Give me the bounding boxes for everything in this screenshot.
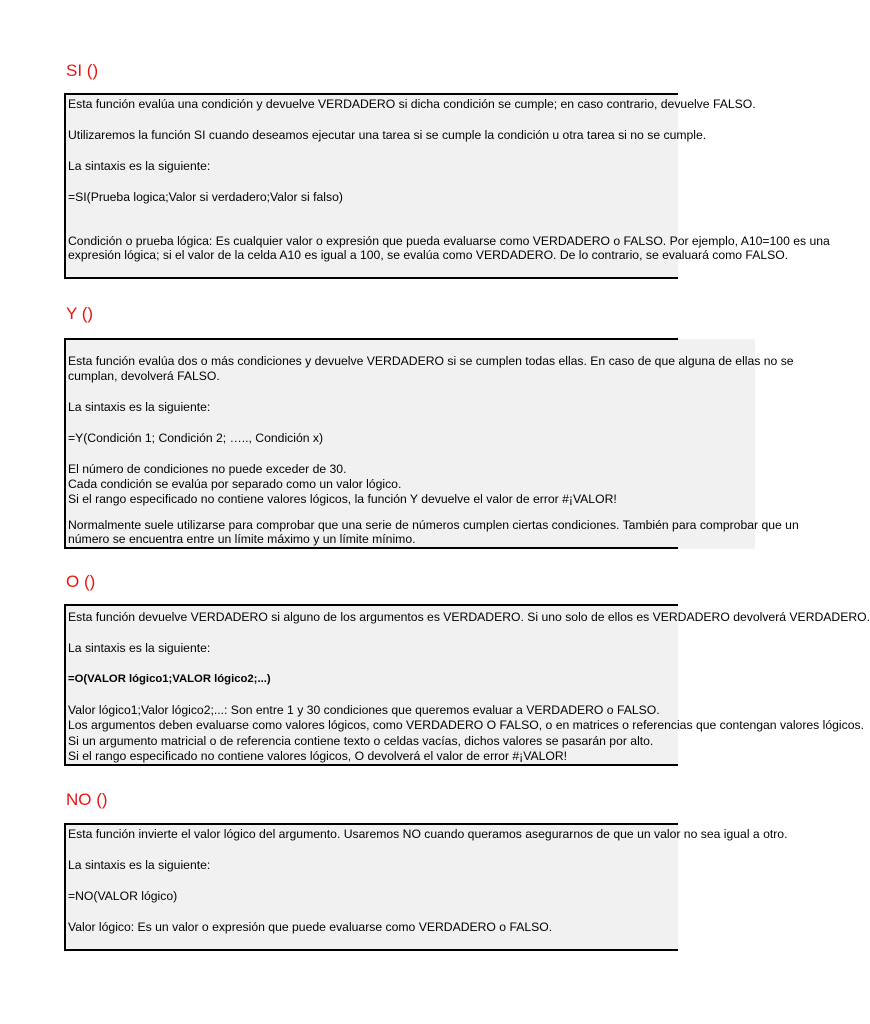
text-line: La sintaxis es la siguiente: [68,641,211,655]
text-line: La sintaxis es la siguiente: [68,400,211,414]
text-line: cumplan, devolverá FALSO. [68,369,220,383]
section-box-no [64,823,788,951]
formula-line: =SI(Prueba logica;Valor si verdadero;Valor si falso) [68,190,343,204]
text-line: La sintaxis es la siguiente: [68,858,211,872]
text-line: Esta función devuelve VERDADERO si alguno de los argumentos es VERDADERO. Si uno solo de ellos es VERDADERO devolverá VERDADERO. [68,610,870,624]
text-line: Si un argumento matricial o de referencia contiene texto o celdas vacías, dichos valores se pasarán por alto. [68,734,654,748]
text-line: número se encuentra entre un límite máximo y un límite mínimo. [68,532,416,546]
text-line: Normalmente suele utilizarse para comprobar que una serie de números cumplen ciertas condiciones. También para comprobar que un [68,518,799,532]
text-line: Esta función evalúa una condición y devuelve VERDADERO si dicha condición se cumple; en caso contrario, devuelve FALSO. [68,97,756,111]
formula-line: =Y(Condición 1; Condición 2; ….., Condición x) [68,431,324,445]
text-line: Condición o prueba lógica: Es cualquier valor o expresión que pueda evaluarse como VERDADERO o FALSO. Por ejemplo, A10=100 es una [68,234,830,248]
section-title-no: NO () [66,790,108,809]
section-title-y: Y () [66,304,94,323]
text-line: Cada condición se evalúa por separado como un valor lógico. [68,477,402,491]
section-box-y [64,338,799,549]
text-line: Si el rango especificado no contiene valores lógicos, O devolverá el valor de error #¡VALOR! [68,749,568,763]
section-title-o: O () [66,572,96,591]
text-line: Esta función evalúa dos o más condiciones y devuelve VERDADERO si se cumplen todas ellas. En caso de que alguna de ellas no se [68,354,794,368]
formula-line: =O(VALOR lógico1;VALOR lógico2;...) [68,673,271,685]
text-line: Los argumentos deben evaluarse como valores lógicos, como VERDADERO O FALSO, o en matrices o referencias que contengan valores lógicos. [68,718,864,732]
text-line: Utilizaremos la función SI cuando deseamos ejecutar una tarea si se cumple la condición u otra tarea si no se cumple. [68,128,707,142]
text-line: El número de condiciones no puede exceder de 30. [68,462,347,476]
text-line: Valor lógico1;Valor lógico2;...: Son entre 1 y 30 condiciones que queremos evaluar a VERDADERO o FALSO. [68,703,660,717]
section-title-si: SI () [66,61,99,80]
text-line: expresión lógica; si el valor de la celda A10 es igual a 100, se evalúa como VERDADERO. De lo contrario, se evaluará como FALSO. [68,248,789,262]
text-line: Si el rango especificado no contiene valores lógicos, la función Y devuelve el valor de error #¡VALOR! [68,492,617,506]
text-line: La sintaxis es la siguiente: [68,159,211,173]
formula-line: =NO(VALOR lógico) [68,889,178,903]
text-line: Esta función invierte el valor lógico del argumento. Usaremos NO cuando queramos asegurarnos de que un valor no sea igual a otro. [68,827,788,841]
section-box-o [64,604,870,766]
section-box-si [64,93,830,279]
text-line: Valor lógico: Es un valor o expresión que puede evaluarse como VERDADERO o FALSO. [68,920,553,934]
